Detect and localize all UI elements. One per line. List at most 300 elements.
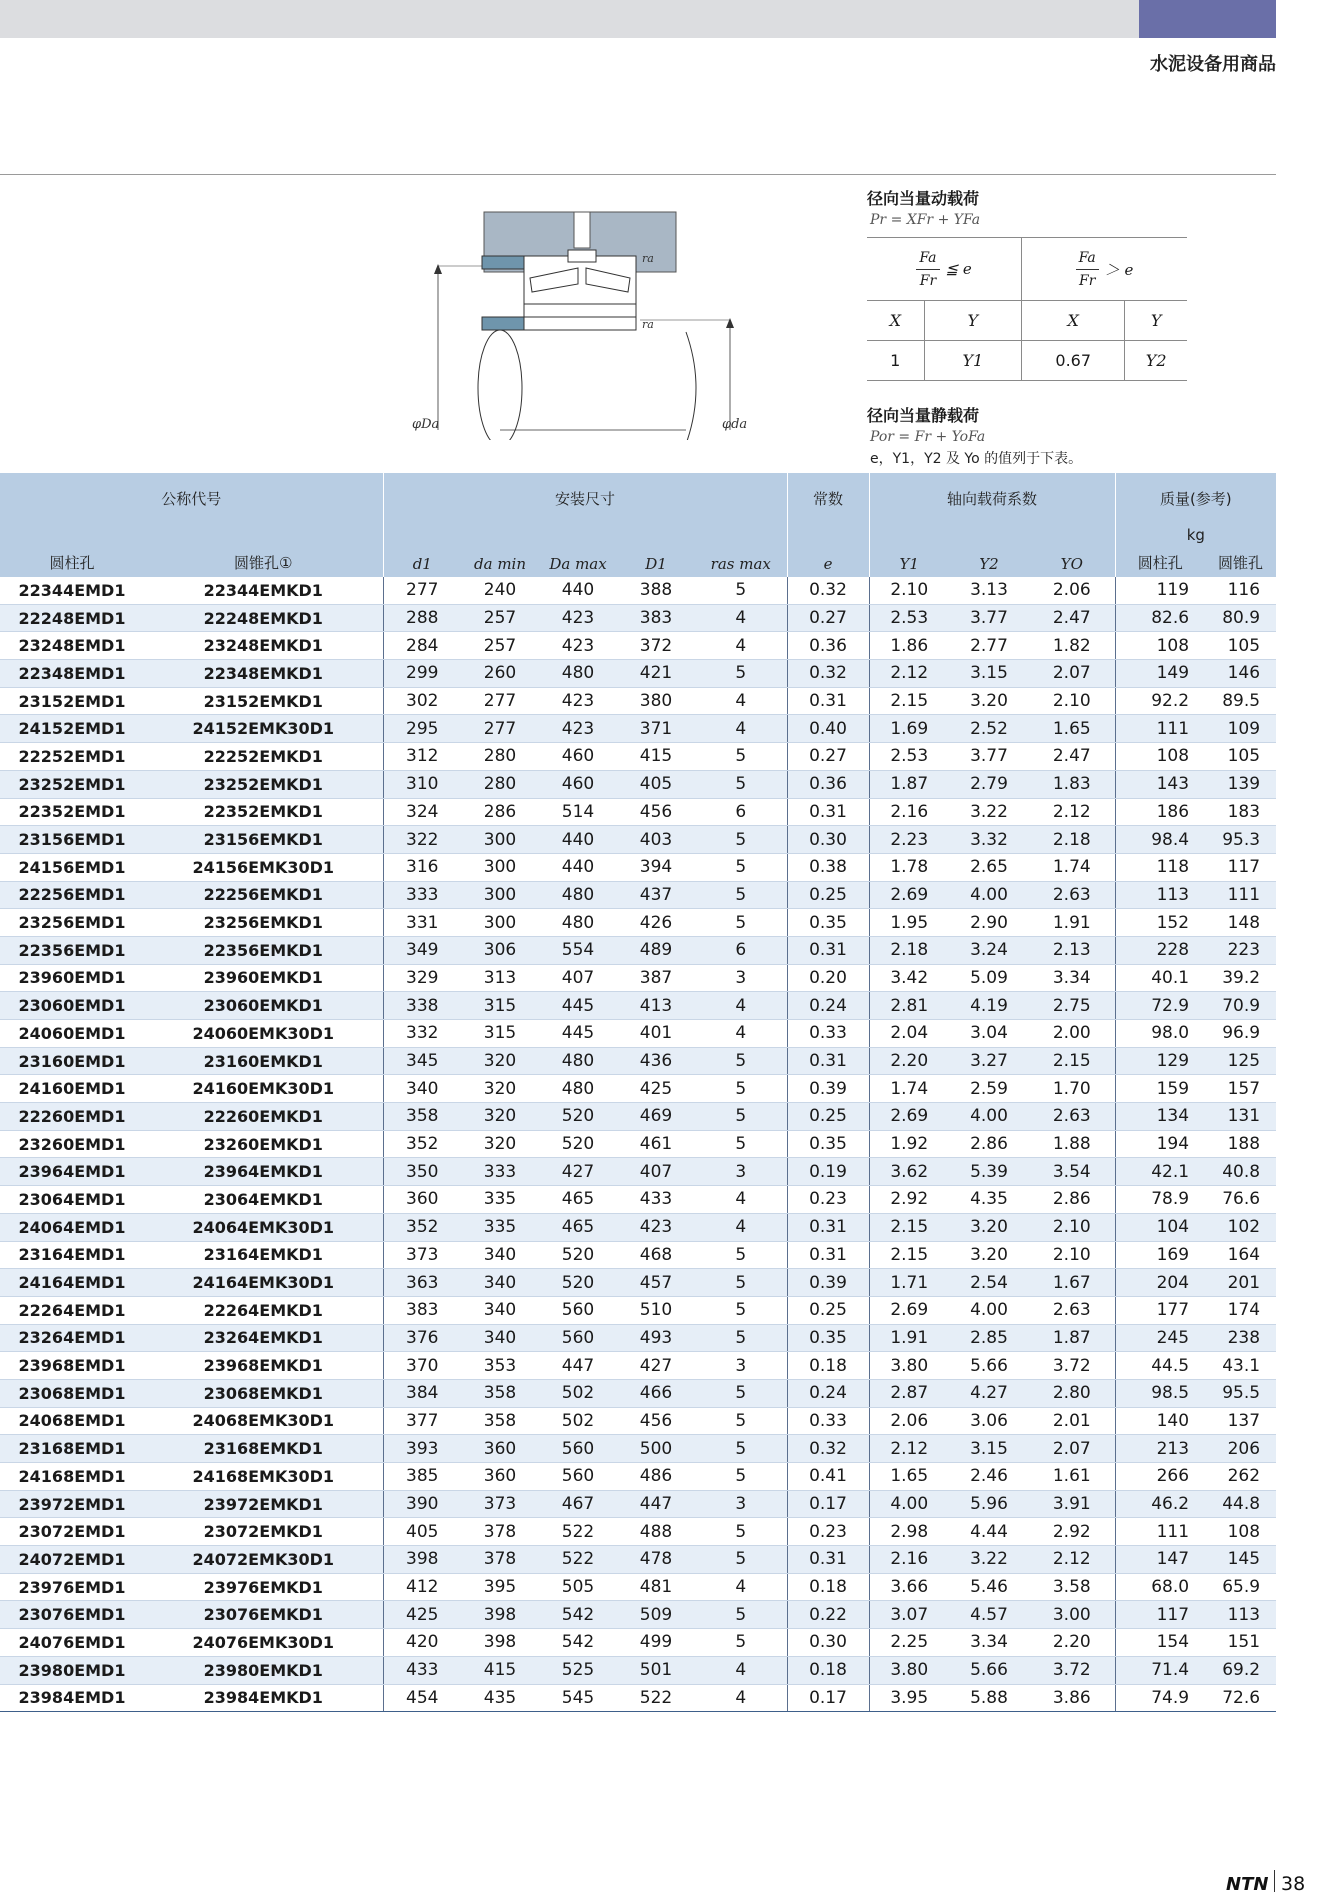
table-cell: 0.31 (787, 1241, 869, 1269)
table-cell: 6 (695, 936, 787, 964)
table-cell: 5 (695, 1629, 787, 1657)
table-cell: 5.09 (949, 964, 1029, 992)
table-row (0, 1352, 1276, 1380)
table-row (0, 1186, 1276, 1214)
table-cell: 0.25 (787, 1103, 869, 1131)
table-cell: 3.72 (1029, 1656, 1115, 1684)
table-cell: 23064EMKD1 (144, 1186, 383, 1214)
table-cell: 3.20 (949, 1213, 1029, 1241)
table-cell: 3.04 (949, 1020, 1029, 1048)
table-cell: 300 (461, 881, 539, 909)
table-cell: 394 (617, 853, 695, 881)
table-cell: 480 (539, 1047, 617, 1075)
table-cell: 82.6 (1115, 604, 1205, 632)
table-cell: 2.85 (949, 1324, 1029, 1352)
table-cell: 95.5 (1205, 1379, 1276, 1407)
table-cell: 1.86 (869, 632, 949, 660)
table-cell: 401 (617, 1020, 695, 1048)
table-cell: 335 (461, 1213, 539, 1241)
table-cell: 398 (383, 1546, 461, 1574)
table-cell: 1.65 (869, 1463, 949, 1491)
table-cell: 116 (1205, 577, 1276, 604)
table-cell: 228 (1115, 936, 1205, 964)
table-cell: 22252EMKD1 (144, 743, 383, 771)
table-cell: 23252EMD1 (0, 770, 144, 798)
table-cell: 481 (617, 1573, 695, 1601)
table-cell: 22352EMKD1 (144, 798, 383, 826)
table-cell: 3.95 (869, 1684, 949, 1712)
table-cell: 377 (383, 1407, 461, 1435)
table-cell: 315 (461, 1020, 539, 1048)
table-cell: 5.96 (949, 1490, 1029, 1518)
table-cell: 415 (461, 1656, 539, 1684)
col-e: e (787, 547, 869, 577)
table-cell: 3.27 (949, 1047, 1029, 1075)
table-row (0, 1213, 1276, 1241)
table-row (0, 577, 1276, 604)
bearing-dimension-table (0, 473, 1276, 1712)
table-cell: 4 (695, 632, 787, 660)
table-cell: 345 (383, 1047, 461, 1075)
phi-Da-label: φDa (412, 417, 440, 432)
table-cell: 24160EMD1 (0, 1075, 144, 1103)
table-cell: 4.35 (949, 1186, 1029, 1214)
table-cell: 445 (539, 1020, 617, 1048)
table-cell: 433 (383, 1656, 461, 1684)
table-cell: 4 (695, 1684, 787, 1712)
table-cell: 412 (383, 1573, 461, 1601)
table-cell: 5.66 (949, 1352, 1029, 1380)
table-cell: 393 (383, 1435, 461, 1463)
table-cell: 0.38 (787, 853, 869, 881)
header-corner-block (1139, 0, 1276, 38)
table-cell: 23168EMKD1 (144, 1435, 383, 1463)
table-cell: 2.69 (869, 1103, 949, 1131)
table-cell: 23972EMKD1 (144, 1490, 383, 1518)
table-cell: 0.30 (787, 1629, 869, 1657)
table-cell: 376 (383, 1324, 461, 1352)
table-row (0, 687, 1276, 715)
table-cell: 489 (617, 936, 695, 964)
table-cell: 2.04 (869, 1020, 949, 1048)
table-cell: 23980EMD1 (0, 1656, 144, 1684)
table-cell: 65.9 (1205, 1573, 1276, 1601)
table-cell: 152 (1115, 909, 1205, 937)
table-cell: 23260EMKD1 (144, 1130, 383, 1158)
table-row (0, 1656, 1276, 1684)
table-cell: 2.98 (869, 1518, 949, 1546)
table-row (0, 936, 1276, 964)
table-row (0, 660, 1276, 688)
table-cell: 5 (695, 1130, 787, 1158)
table-cell: 4.19 (949, 992, 1029, 1020)
table-cell: 22256EMD1 (0, 881, 144, 909)
table-cell: 427 (539, 1158, 617, 1186)
table-cell: 280 (461, 743, 539, 771)
table-cell: 373 (461, 1490, 539, 1518)
table-cell: 4 (695, 715, 787, 743)
table-cell: 3.80 (869, 1656, 949, 1684)
table-cell: 186 (1115, 798, 1205, 826)
table-cell: 4.00 (949, 1103, 1029, 1131)
table-row (0, 964, 1276, 992)
table-cell: 117 (1115, 1601, 1205, 1629)
table-cell: 0.35 (787, 1324, 869, 1352)
cond-left-num: Fa (916, 250, 939, 270)
table-cell: 338 (383, 992, 461, 1020)
table-cell: 0.27 (787, 604, 869, 632)
table-cell: 22344EMD1 (0, 577, 144, 604)
table-cell: 22348EMKD1 (144, 660, 383, 688)
table-cell: 360 (383, 1186, 461, 1214)
table-cell: 1.88 (1029, 1130, 1115, 1158)
table-cell: 1.71 (869, 1269, 949, 1297)
table-cell: 23164EMKD1 (144, 1241, 383, 1269)
table-cell: 96.9 (1205, 1020, 1276, 1048)
table-cell: 2.63 (1029, 1296, 1115, 1324)
table-cell: 4 (695, 1186, 787, 1214)
table-cell: 148 (1205, 909, 1276, 937)
table-cell: 316 (383, 853, 461, 881)
table-cell: 456 (617, 798, 695, 826)
static-load-formula: Por = Fr + YoFa (870, 429, 986, 445)
table-cell: 0.17 (787, 1490, 869, 1518)
table-cell: 23984EMD1 (0, 1684, 144, 1712)
table-cell: 383 (383, 1296, 461, 1324)
table-cell: 403 (617, 826, 695, 854)
table-cell: 22252EMD1 (0, 743, 144, 771)
table-cell: 421 (617, 660, 695, 688)
table-cell: 2.07 (1029, 1435, 1115, 1463)
table-cell: 5 (695, 1463, 787, 1491)
table-cell: 388 (617, 577, 695, 604)
table-cell: 284 (383, 632, 461, 660)
table-cell: 5 (695, 1269, 787, 1297)
table-cell: 423 (617, 1213, 695, 1241)
table-cell: 24072EMK30D1 (144, 1546, 383, 1574)
constant-header: 常数 (787, 473, 869, 523)
table-row (0, 632, 1276, 660)
table-cell: 131 (1205, 1103, 1276, 1131)
table-cell: 23968EMKD1 (144, 1352, 383, 1380)
table-cell: 22260EMKD1 (144, 1103, 383, 1131)
table-cell: 437 (617, 881, 695, 909)
table-cell: 522 (539, 1546, 617, 1574)
table-cell: 288 (383, 604, 461, 632)
table-cell: 2.10 (1029, 687, 1115, 715)
bearing-rows (0, 577, 1276, 1712)
table-cell: 2.16 (869, 798, 949, 826)
table-cell: 22356EMKD1 (144, 936, 383, 964)
table-cell: 111 (1205, 881, 1276, 909)
table-cell: 378 (461, 1518, 539, 1546)
table-row (0, 1629, 1276, 1657)
col-Da-max: Da max (539, 547, 617, 577)
table-cell: 2.12 (1029, 1546, 1115, 1574)
table-cell: 119 (1115, 577, 1205, 604)
table-cell: 2.10 (1029, 1213, 1115, 1241)
table-cell: 306 (461, 936, 539, 964)
table-cell: 113 (1205, 1601, 1276, 1629)
table-cell: 0.32 (787, 1435, 869, 1463)
table-cell: 159 (1115, 1075, 1205, 1103)
table-cell: 23168EMD1 (0, 1435, 144, 1463)
table-cell: 24168EMD1 (0, 1463, 144, 1491)
table-cell: 440 (539, 826, 617, 854)
table-cell: 1.74 (1029, 853, 1115, 881)
table-cell: 300 (461, 826, 539, 854)
table-cell: 4.00 (949, 1296, 1029, 1324)
table-cell: 5 (695, 826, 787, 854)
table-cell: 0.18 (787, 1352, 869, 1380)
table-cell: 145 (1205, 1546, 1276, 1574)
table-cell: 3 (695, 964, 787, 992)
table-cell: 560 (539, 1463, 617, 1491)
table-cell: 2.15 (869, 687, 949, 715)
table-cell: 24072EMD1 (0, 1546, 144, 1574)
factor-head-x1: X (867, 301, 924, 341)
table-cell: 300 (461, 909, 539, 937)
table-cell: 520 (539, 1103, 617, 1131)
table-cell: 2.18 (869, 936, 949, 964)
table-cell: 260 (461, 660, 539, 688)
table-cell: 4 (695, 1213, 787, 1241)
table-cell: 2.63 (1029, 881, 1115, 909)
table-cell: 329 (383, 964, 461, 992)
table-cell: 3.66 (869, 1573, 949, 1601)
table-cell: 23964EMKD1 (144, 1158, 383, 1186)
table-cell: 2.52 (949, 715, 1029, 743)
table-cell: 23156EMKD1 (144, 826, 383, 854)
table-cell: 3.15 (949, 660, 1029, 688)
table-cell: 5 (695, 1407, 787, 1435)
table-cell: 3.77 (949, 604, 1029, 632)
table-row (0, 909, 1276, 937)
table-cell: 2.69 (869, 881, 949, 909)
table-cell: 23964EMD1 (0, 1158, 144, 1186)
table-cell: 3.06 (949, 1407, 1029, 1435)
table-cell: 206 (1205, 1435, 1276, 1463)
table-cell: 433 (617, 1186, 695, 1214)
table-cell: 109 (1205, 715, 1276, 743)
table-cell: 24156EMD1 (0, 853, 144, 881)
table-cell: 2.53 (869, 743, 949, 771)
table-cell: 23160EMKD1 (144, 1047, 383, 1075)
table-cell: 108 (1115, 632, 1205, 660)
table-cell: 0.22 (787, 1601, 869, 1629)
page-number: 38 (1281, 1873, 1306, 1895)
table-cell: 22356EMD1 (0, 936, 144, 964)
table-cell: 427 (617, 1352, 695, 1380)
table-cell: 360 (461, 1463, 539, 1491)
table-cell: 380 (617, 687, 695, 715)
col-Yo: YO (1029, 547, 1115, 577)
table-cell: 522 (539, 1518, 617, 1546)
cond-right-num: Fa (1076, 250, 1099, 270)
col-tapered-bore: 圆锥孔① (144, 547, 383, 577)
table-cell: 137 (1205, 1407, 1276, 1435)
table-cell: 460 (539, 743, 617, 771)
table-cell: 23972EMD1 (0, 1490, 144, 1518)
table-cell: 3.20 (949, 687, 1029, 715)
factor-val-x1: 1 (867, 341, 924, 381)
table-cell: 350 (383, 1158, 461, 1186)
table-row (0, 1601, 1276, 1629)
table-cell: 398 (461, 1629, 539, 1657)
table-cell: 302 (383, 687, 461, 715)
table-cell: 480 (539, 1075, 617, 1103)
table-cell: 24168EMK30D1 (144, 1463, 383, 1491)
table-cell: 480 (539, 881, 617, 909)
table-cell: 324 (383, 798, 461, 826)
table-cell: 125 (1205, 1047, 1276, 1075)
table-cell: 164 (1205, 1241, 1276, 1269)
table-cell: 2.07 (1029, 660, 1115, 688)
ntn-logo: NTN (1226, 1874, 1269, 1895)
table-cell: 2.53 (869, 604, 949, 632)
table-row (0, 1130, 1276, 1158)
table-cell: 383 (617, 604, 695, 632)
footer-divider (1274, 1870, 1275, 1892)
table-cell: 502 (539, 1379, 617, 1407)
col-da-min: da min (461, 547, 539, 577)
table-cell: 3.72 (1029, 1352, 1115, 1380)
table-row (0, 604, 1276, 632)
table-cell: 23072EMKD1 (144, 1518, 383, 1546)
table-cell: 0.24 (787, 1379, 869, 1407)
col-Y2: Y2 (949, 547, 1029, 577)
table-cell: 2.46 (949, 1463, 1029, 1491)
table-cell: 23076EMKD1 (144, 1601, 383, 1629)
dynamic-load-formula: Pr = XFr + YFa (870, 212, 981, 228)
table-cell: 436 (617, 1047, 695, 1075)
table-cell: 320 (461, 1130, 539, 1158)
table-cell: 333 (461, 1158, 539, 1186)
table-cell: 44.5 (1115, 1352, 1205, 1380)
table-cell: 98.0 (1115, 1020, 1205, 1048)
table-cell: 74.9 (1115, 1684, 1205, 1712)
table-cell: 554 (539, 936, 617, 964)
table-cell: 1.61 (1029, 1463, 1115, 1491)
bearing-mounting-drawing (400, 200, 760, 440)
table-cell: 0.40 (787, 715, 869, 743)
table-row (0, 1075, 1276, 1103)
table-cell: 24064EMK30D1 (144, 1213, 383, 1241)
table-cell: 204 (1115, 1269, 1205, 1297)
table-cell: 2.69 (869, 1296, 949, 1324)
table-cell: 340 (461, 1324, 539, 1352)
table-cell: 24060EMD1 (0, 1020, 144, 1048)
table-cell: 44.8 (1205, 1490, 1276, 1518)
table-row (0, 881, 1276, 909)
cond-right-den: Fr (1079, 272, 1096, 289)
table-cell: 68.0 (1115, 1573, 1205, 1601)
table-cell: 2.18 (1029, 826, 1115, 854)
table-cell: 493 (617, 1324, 695, 1352)
table-row (0, 1490, 1276, 1518)
table-cell: 139 (1205, 770, 1276, 798)
table-cell: 435 (461, 1684, 539, 1712)
table-cell: 0.39 (787, 1075, 869, 1103)
table-cell: 4.00 (949, 881, 1029, 909)
table-cell: 71.4 (1115, 1656, 1205, 1684)
table-cell: 0.20 (787, 964, 869, 992)
table-cell: 23980EMKD1 (144, 1656, 383, 1684)
table-cell: 370 (383, 1352, 461, 1380)
table-cell: 457 (617, 1269, 695, 1297)
table-cell: 22248EMKD1 (144, 604, 383, 632)
table-cell: 102 (1205, 1213, 1276, 1241)
table-cell: 147 (1115, 1546, 1205, 1574)
table-cell: 461 (617, 1130, 695, 1158)
table-cell: 465 (539, 1186, 617, 1214)
table-row (0, 1684, 1276, 1712)
table-cell: 2.90 (949, 909, 1029, 937)
table-cell: 3.13 (949, 577, 1029, 604)
table-cell: 390 (383, 1490, 461, 1518)
table-cell: 440 (539, 853, 617, 881)
table-cell: 22348EMD1 (0, 660, 144, 688)
table-cell: 300 (461, 853, 539, 881)
table-cell: 0.31 (787, 936, 869, 964)
table-cell: 129 (1115, 1047, 1205, 1075)
table-row (0, 1518, 1276, 1546)
table-cell: 387 (617, 964, 695, 992)
table-cell: 0.35 (787, 1130, 869, 1158)
table-cell: 423 (539, 632, 617, 660)
mass-header: 质量(参考) (1115, 473, 1276, 523)
table-cell: 0.18 (787, 1656, 869, 1684)
table-cell: 23984EMKD1 (144, 1684, 383, 1712)
table-cell: 24160EMK30D1 (144, 1075, 383, 1103)
static-load-note: e，Y1，Y2 及 Yo 的值列于下表。 (870, 451, 1083, 467)
table-cell: 23256EMD1 (0, 909, 144, 937)
table-cell: 4 (695, 1020, 787, 1048)
table-cell: 1.95 (869, 909, 949, 937)
table-cell: 240 (461, 577, 539, 604)
table-cell: 143 (1115, 770, 1205, 798)
table-cell: 151 (1205, 1629, 1276, 1657)
table-cell: 238 (1205, 1324, 1276, 1352)
table-cell: 460 (539, 770, 617, 798)
table-cell: 415 (617, 743, 695, 771)
table-cell: 23160EMD1 (0, 1047, 144, 1075)
table-cell: 2.47 (1029, 743, 1115, 771)
table-cell: 331 (383, 909, 461, 937)
table-cell: 92.2 (1115, 687, 1205, 715)
table-cell: 340 (461, 1241, 539, 1269)
table-cell: 23164EMD1 (0, 1241, 144, 1269)
table-cell: 560 (539, 1324, 617, 1352)
table-cell: 0.19 (787, 1158, 869, 1186)
table-cell: 426 (617, 909, 695, 937)
table-row (0, 992, 1276, 1020)
table-row (0, 853, 1276, 881)
table-cell: 3.91 (1029, 1490, 1115, 1518)
table-cell: 0.31 (787, 1047, 869, 1075)
table-cell: 4 (695, 604, 787, 632)
table-cell: 322 (383, 826, 461, 854)
table-cell: 5 (695, 1379, 787, 1407)
table-cell: 1.69 (869, 715, 949, 743)
table-cell: 3.15 (949, 1435, 1029, 1463)
table-cell: 560 (539, 1296, 617, 1324)
table-cell: 201 (1205, 1269, 1276, 1297)
table-cell: 372 (617, 632, 695, 660)
table-cell: 5 (695, 1435, 787, 1463)
table-cell: 108 (1115, 743, 1205, 771)
col-mass-tapered: 圆锥孔 (1205, 547, 1276, 577)
